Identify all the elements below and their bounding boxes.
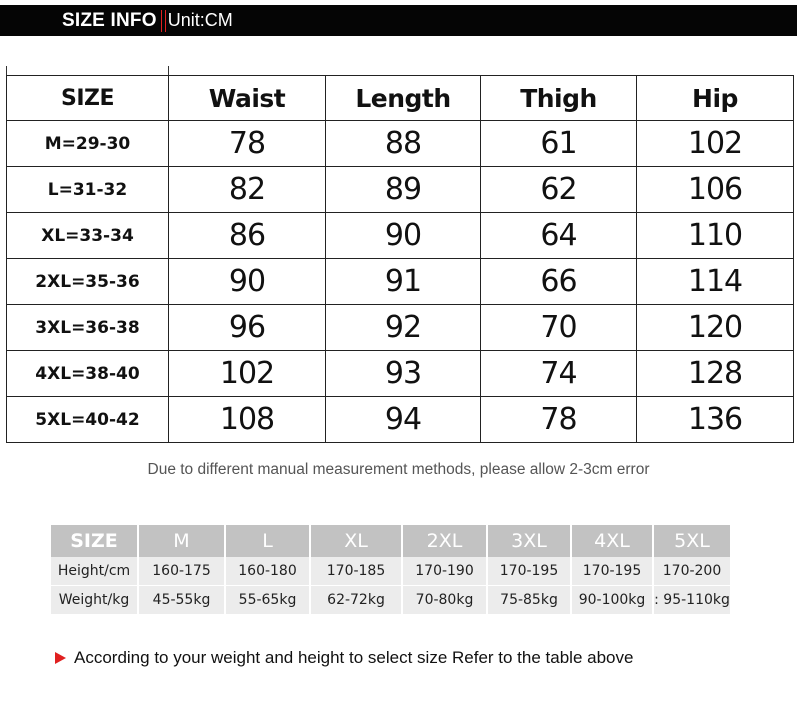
hip-cell: 120: [637, 305, 794, 351]
hw-header-5xl: 5XL: [654, 525, 730, 557]
waist-cell: 78: [169, 121, 326, 167]
length-cell: 91: [326, 259, 481, 305]
table-top-tick: [168, 66, 169, 75]
length-cell: 92: [326, 305, 481, 351]
table-row: [7, 167, 794, 213]
hw-cell: 45-55kg: [139, 586, 224, 615]
hw-header-3xl: 3XL: [488, 525, 570, 557]
table-top-tick: [6, 66, 7, 75]
hw-cell: 70-80kg: [403, 586, 486, 615]
size-measurement-table: [6, 75, 794, 443]
thigh-cell: 78: [481, 397, 637, 443]
table-row: [7, 259, 794, 305]
length-cell: 90: [326, 213, 481, 259]
hip-cell: 114: [637, 259, 794, 305]
hw-row-weight: [51, 586, 730, 615]
size-cell: L=31-32: [7, 167, 169, 213]
thigh-cell: 64: [481, 213, 637, 259]
hip-cell: 110: [637, 213, 794, 259]
column-header-length: Length: [326, 76, 481, 121]
size-cell: 3XL=36-38: [7, 305, 169, 351]
height-weight-table: [49, 525, 732, 615]
measurement-error-note: Due to different manual measurement methods, please allow 2-3cm error: [147, 461, 650, 478]
waist-cell: 108: [169, 397, 326, 443]
hip-cell: 136: [637, 397, 794, 443]
size-cell: XL=33-34: [7, 213, 169, 259]
table-row: [7, 305, 794, 351]
hw-row-label: Weight/kg: [51, 586, 137, 615]
hw-row-label: Height/cm: [51, 557, 137, 586]
column-header-size: SIZE: [7, 76, 169, 121]
hw-header-m: M: [139, 525, 224, 557]
header-separator: [161, 10, 166, 32]
column-header-thigh: Thigh: [481, 76, 637, 121]
table-header-row: [7, 76, 794, 121]
length-cell: 88: [326, 121, 481, 167]
hip-cell: 102: [637, 121, 794, 167]
table-row: [7, 121, 794, 167]
hw-header-row: [51, 525, 730, 557]
size-cell: 4XL=38-40: [7, 351, 169, 397]
hw-cell: 170-195: [488, 557, 570, 586]
triangle-arrow-icon: [55, 652, 66, 664]
length-cell: 94: [326, 397, 481, 443]
hw-header-xl: XL: [311, 525, 401, 557]
waist-cell: 96: [169, 305, 326, 351]
thigh-cell: 66: [481, 259, 637, 305]
hw-cell: 90-100kg: [572, 586, 652, 615]
length-cell: 93: [326, 351, 481, 397]
table-row: [7, 397, 794, 443]
hw-header-2xl: 2XL: [403, 525, 486, 557]
hip-cell: 106: [637, 167, 794, 213]
hw-cell: 170-185: [311, 557, 401, 586]
hw-cell: 170-190: [403, 557, 486, 586]
hip-cell: 128: [637, 351, 794, 397]
header-title: SIZE INFO: [62, 9, 157, 31]
hw-header-size: SIZE: [51, 525, 137, 557]
hw-cell: 170-200: [654, 557, 730, 586]
size-cell: 5XL=40-42: [7, 397, 169, 443]
size-cell: M=29-30: [7, 121, 169, 167]
thigh-cell: 61: [481, 121, 637, 167]
hw-cell: 62-72kg: [311, 586, 401, 615]
size-guide-instruction-text: According to your weight and height to select size Refer to the table above: [74, 648, 634, 667]
column-header-hip: Hip: [637, 76, 794, 121]
hw-cell: 75-85kg: [488, 586, 570, 615]
waist-cell: 90: [169, 259, 326, 305]
thigh-cell: 70: [481, 305, 637, 351]
thigh-cell: 62: [481, 167, 637, 213]
waist-cell: 82: [169, 167, 326, 213]
hw-row-height: [51, 557, 730, 586]
hw-cell: 55-65kg: [226, 586, 309, 615]
hw-cell: 160-175: [139, 557, 224, 586]
hw-header-l: L: [226, 525, 309, 557]
size-guide-instruction: [55, 648, 633, 668]
table-row: [7, 351, 794, 397]
header-unit: Unit:CM: [167, 10, 233, 30]
hw-cell: 170-195: [572, 557, 652, 586]
header-bar: [0, 5, 797, 36]
table-row: [7, 213, 794, 259]
waist-cell: 86: [169, 213, 326, 259]
thigh-cell: 74: [481, 351, 637, 397]
size-cell: 2XL=35-36: [7, 259, 169, 305]
length-cell: 89: [326, 167, 481, 213]
waist-cell: 102: [169, 351, 326, 397]
hw-header-4xl: 4XL: [572, 525, 652, 557]
hw-cell: : 95-110kg: [654, 586, 730, 615]
hw-cell: 160-180: [226, 557, 309, 586]
column-header-waist: Waist: [169, 76, 326, 121]
